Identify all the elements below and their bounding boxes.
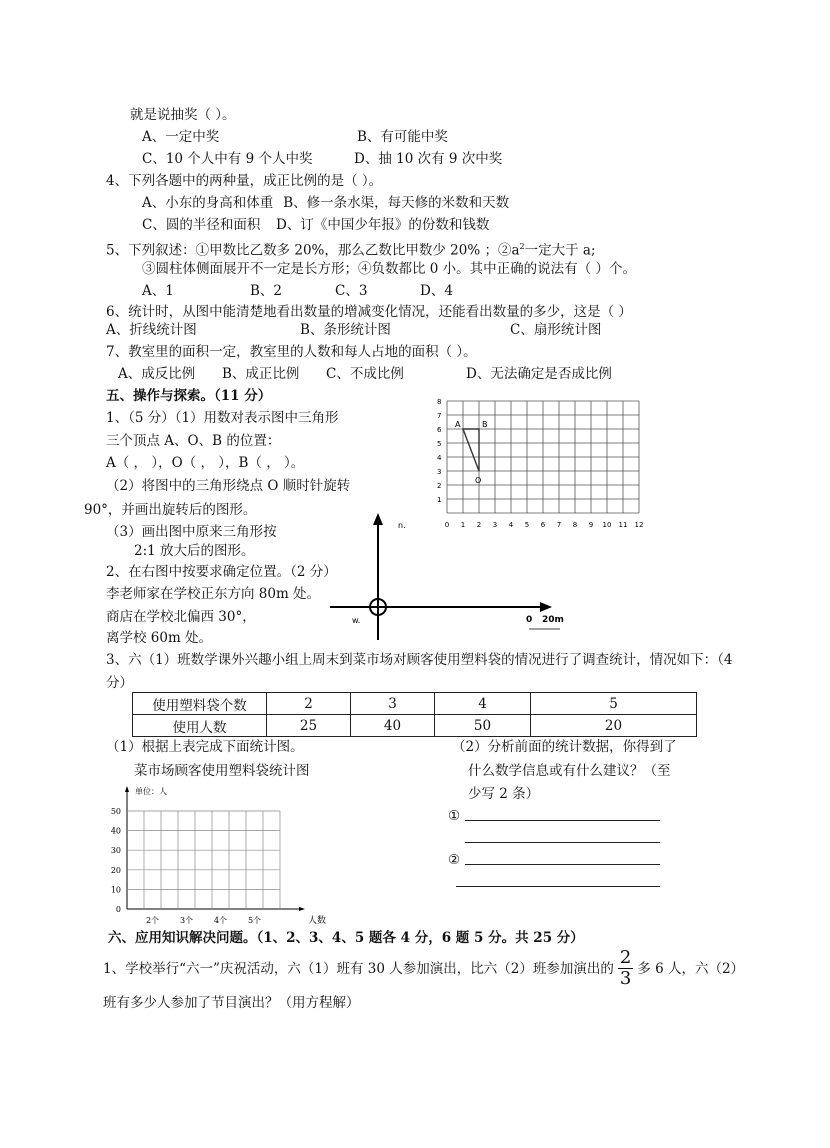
x-tick-label: 12	[634, 521, 644, 529]
x-axis-label: 人数	[307, 916, 327, 926]
scale-zero: 0	[526, 615, 533, 625]
q3-option-a: A、一定中奖	[142, 129, 220, 145]
s6-q1-line2: 班有多少人参加了节目演出？（用方程解）	[103, 995, 360, 1011]
s5-p1-line7: 2:1 放大后的图形。	[134, 543, 255, 559]
q4-option-c: C、圆的半径和面积	[142, 217, 261, 233]
q6-stem: 6、统计时，从图中能清楚地看出数量的增减变化情况，还能看出数量的多少，这是（ ）	[106, 304, 632, 320]
triangle-aob	[463, 429, 479, 471]
y-tick-label: 30	[110, 846, 121, 856]
q4-options-row-2	[142, 217, 499, 233]
x-tick-label: 6	[540, 521, 546, 529]
x-tick-label: 5个	[247, 916, 262, 925]
q6-options-row	[106, 322, 611, 338]
q4-option-d: D、订《中国少年报》的份数和钱数	[276, 217, 490, 233]
s5-p1-line1: 1、（5 分）（1）用数对表示图中三角形	[106, 410, 339, 426]
table-row	[133, 715, 697, 737]
y-tick-label: 7	[437, 412, 442, 420]
section5-title: 五、操作与探索。（11 分）	[106, 388, 272, 404]
y-tick-label: 3	[437, 468, 442, 476]
east-arrow-icon	[540, 602, 552, 612]
sub-question-1: （1）根据上表完成下面统计图。	[106, 739, 304, 755]
q5-options-row	[142, 283, 463, 299]
y-tick-label: 40	[110, 826, 121, 836]
x-tick-label: 9	[588, 521, 594, 529]
q6-option-b: B、条形统计图	[300, 322, 391, 338]
s5-p1-line3: A（ ， ），O（ ， ），B（ ， ）。	[106, 455, 305, 471]
q7-options-row	[118, 366, 622, 382]
point-label: A	[455, 420, 461, 429]
q7-option-c: C、不成比例	[326, 366, 404, 382]
q7-option-a: A、成反比例	[118, 366, 196, 382]
q7-stem: 7、教室里的面积一定，教室里的人数和每人占地的面积（ ）。	[106, 344, 477, 360]
q3-option-b: B、有可能中奖	[357, 129, 448, 145]
blank-statistics-chart	[100, 782, 360, 932]
sub-question-2-line2: 什么数学信息或有什么建议？（至	[468, 763, 671, 779]
y-tick-label: 8	[437, 398, 442, 406]
fraction-denominator: 3	[619, 968, 632, 989]
q5-option-d: D、4	[420, 283, 453, 299]
q5-option-a: A、1	[142, 283, 174, 299]
q4-option-a: A、小东的身高和体重	[142, 195, 274, 211]
x-tick-label: 4个	[213, 916, 228, 925]
q3-stem: 就是说抽奖（ ）。	[130, 107, 236, 123]
x-tick-label: 3	[492, 521, 498, 529]
s6-q1-line1b: 多 6 人，六（2）	[637, 960, 745, 977]
west-label: w.	[352, 616, 361, 625]
sub-question-2-line3: 少写 2 条）	[468, 786, 540, 802]
compass-diagram	[330, 505, 590, 645]
q7-option-b: B、成正比例	[222, 366, 300, 382]
y-tick-label: 6	[437, 426, 442, 434]
table-header-cell: 使用塑料袋个数	[133, 693, 267, 715]
q4-stem: 4、下列各题中的两种量，成正比例的是（ ）。	[106, 173, 383, 189]
point-label: O	[475, 476, 482, 485]
x-tick-label: 10	[602, 521, 612, 529]
q4-option-b: B、修一条水渠，每天修的米数和天数	[283, 195, 510, 211]
x-tick-label: 1	[460, 521, 466, 529]
point-label: B	[482, 420, 488, 429]
x-tick-label: 5	[524, 521, 530, 529]
s5-p1-line5: 90°，并画出旋转后的图形。	[84, 502, 257, 518]
y-tick-label: 4	[437, 454, 442, 462]
table-header-cell: 使用人数	[133, 715, 267, 737]
x-tick-label: 2个	[145, 916, 160, 925]
x-tick-label: 2	[476, 521, 482, 529]
fraction-numerator: 2	[619, 947, 632, 968]
q5-option-b: B、2	[250, 283, 283, 299]
fraction-two-thirds	[618, 948, 633, 989]
s6-q1-line1a: 1、学校举行“六一”庆祝活动，六（1）班有 30 人参加演出，比六（2）班参加演出的	[103, 960, 614, 977]
sub-question-2-line1: （2）分析前面的统计数据，你得到了	[452, 739, 677, 755]
s5-p2-line2: 李老师家在学校正东方向 80m 处。	[106, 586, 321, 602]
table-cell: 25	[267, 715, 351, 737]
table-cell: 3	[351, 693, 435, 715]
y-tick-label: 5	[437, 440, 442, 448]
x-axis-arrow-icon	[299, 907, 305, 911]
table-cell: 2	[267, 693, 351, 715]
y-tick-label: 1	[437, 496, 442, 504]
q6-option-c: C、扇形统计图	[510, 322, 602, 338]
q5-superscript: 2	[519, 242, 525, 251]
s5-p2-line4: 离学校 60m 处。	[106, 630, 213, 646]
q6-option-a: A、折线统计图	[106, 322, 197, 338]
answer-marker-2: ②	[448, 852, 461, 868]
survey-table	[132, 692, 697, 737]
table-row	[133, 693, 697, 715]
s5-p3-line1: 3、六（1）班数学课外兴趣小组上周末到菜市场对顾客使用塑料袋的情况进行了调查统计，情况如下：（4	[106, 652, 733, 668]
y-tick-label: 2	[437, 482, 442, 490]
s5-p3-line2: 分）	[106, 675, 133, 691]
s6-q1-line1	[103, 948, 744, 989]
q3-options-row-1	[142, 129, 458, 145]
x-tick-label: 8	[572, 521, 578, 529]
y-tick-label: 0	[115, 905, 121, 914]
q5-stem-1	[106, 239, 596, 259]
q3-option-d: D、抽 10 次有 9 次中奖	[354, 151, 503, 167]
s5-p1-line2: 三个顶点 A、O、B 的位置：	[106, 433, 281, 449]
x-tick-label: 0	[444, 521, 450, 529]
table-cell: 40	[351, 715, 435, 737]
table-cell: 50	[435, 715, 531, 737]
x-tick-label: 7	[556, 521, 562, 529]
section6-title: 六、应用知识解决问题。（1、2、3、4、5 题各 4 分，6 题 5 分。共 25 分）	[108, 930, 584, 946]
s5-p1-line6: （3）画出图中原来三角形按	[106, 524, 277, 540]
answer-line[interactable]	[465, 864, 660, 865]
answer-line[interactable]	[465, 820, 660, 821]
q5-stem-2: ③圆柱体侧面展开不一定是长方形；④负数都比 0 小。其中正确的说法有（ ）个。	[142, 261, 636, 277]
s5-p2-line1: 2、在右图中按要求确定位置。（2 分）	[106, 564, 337, 580]
q5-stem-text-b: 一定大于 a;	[524, 242, 596, 259]
q7-option-d: D、无法确定是否成比例	[466, 366, 612, 382]
chart-unit-label: 单位：人	[135, 787, 167, 796]
x-tick-label: 3个	[179, 916, 194, 925]
x-tick-label: 4	[508, 521, 514, 529]
answer-line[interactable]	[465, 842, 660, 843]
s5-p2-line3: 商店在学校北偏西 30°，	[106, 609, 256, 625]
chart-title: 菜市场顾客使用塑料袋统计图	[134, 763, 310, 779]
x-tick-label: 11	[618, 521, 628, 529]
scale-label: 20m	[542, 615, 564, 625]
q3-options-row-2	[142, 151, 512, 167]
y-axis-arrow-icon	[125, 786, 129, 792]
answer-line[interactable]	[456, 886, 660, 887]
q5-option-c: C、3	[335, 283, 368, 299]
y-tick-label: 10	[110, 885, 121, 895]
table-cell: 4	[435, 693, 531, 715]
q4-options-row-1	[142, 195, 519, 211]
q5-stem-text: 5、下列叙述：①甲数比乙数多 20%，那么乙数比甲数少 20% ；②a	[106, 242, 520, 259]
y-tick-label: 20	[110, 865, 121, 875]
north-arrow-icon	[373, 513, 383, 525]
table-cell: 5	[531, 693, 697, 715]
q3-option-c: C、10 个人中有 9 个人中奖	[142, 151, 313, 167]
table-cell: 20	[531, 715, 697, 737]
s5-p1-line4: （2）将图中的三角形绕点 O 顺时针旋转	[106, 478, 351, 494]
y-tick-label: 50	[110, 807, 121, 816]
north-label: n.	[398, 521, 406, 530]
answer-marker-1: ①	[448, 808, 461, 824]
